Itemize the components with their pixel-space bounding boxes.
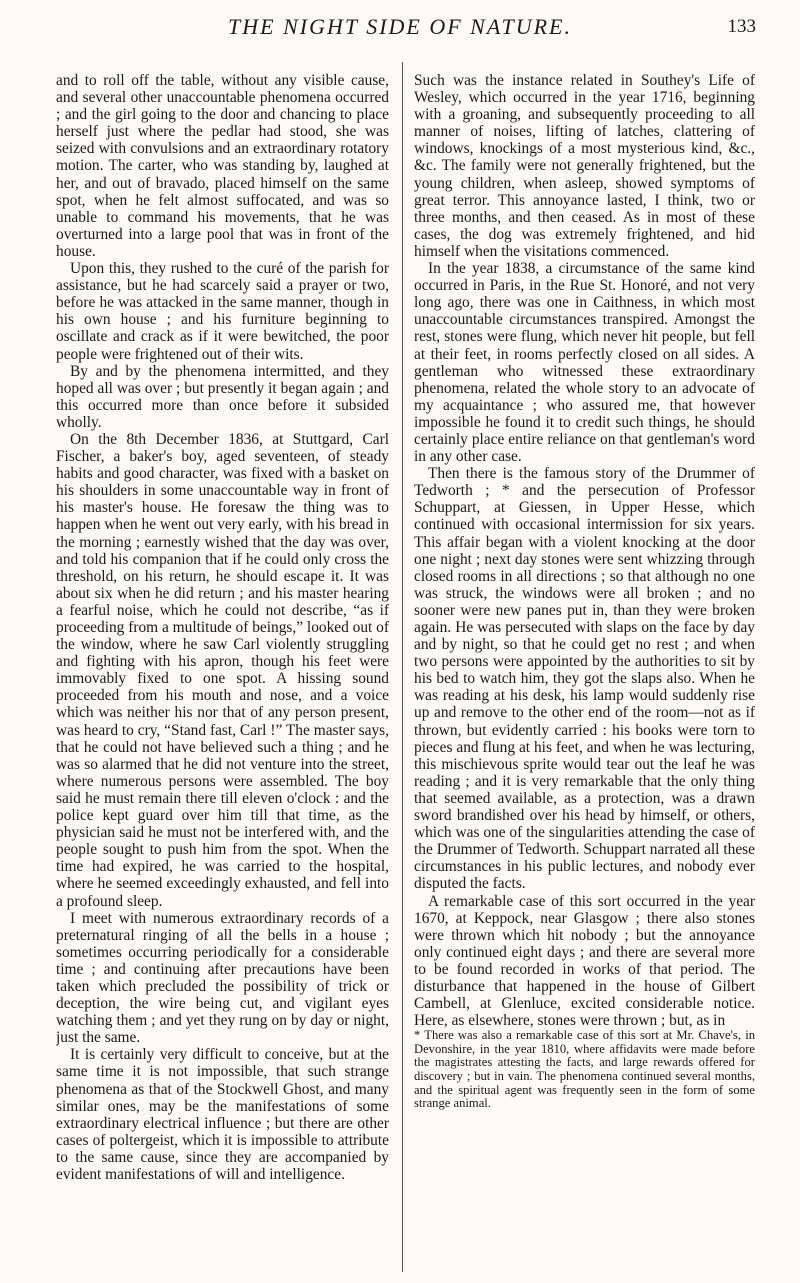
paragraph: and to roll off the table, without any visible cause, and several other unaccountable phenomena occurred ; and the girl going to the door and chancing to place herself just where the pedlar had stood, she was seized with convulsions and an extraordinary rotatory motion. The carter, who was standing by, laughed at her, and out of bravado, placed himself on the same spot, when he felt almost suffocated, and was so unable to command his movements, that he was overturned into a large pool that was in front of the house.: [56, 72, 389, 260]
column-divider: [402, 62, 403, 1272]
paragraph: A remarkable case of this sort occurred in the year 1670, at Keppock, near Glasgow ; there also stones were thrown which hit nobody ; but the annoyance only continued eight days ; and there are several more to be found recorded in works of that period. The disturbance that happened in the house of Gilbert Cambell, at Glenluce, excited considerable notice. Here, as elsewhere, stones were thrown ; but, as in: [414, 892, 755, 1030]
paragraph: It is certainly very difficult to conceive, but at the same time it is not impossible, that such strange phenomena as that of the Stockwell Ghost, and many similar ones, may be the manifestations of some extraordinary electrical influence ; but there are other cases of poltergeist, which it is impossible to attribute to the same cause, since they are accompanied by evident manifestations of will and intelligence.: [56, 1046, 389, 1183]
paragraph: By and by the phenomena intermitted, and they hoped all was over ; but presently it began again ; and this occurred more than once before it subsided wholly.: [56, 362, 389, 431]
right-column: [414, 72, 755, 1267]
paragraph: On the 8th December 1836, at Stuttgard, Carl Fischer, a baker's boy, aged seventeen, of steady habits and good character, was fixed with a basket on his shoulders in some unaccountable way in front of his master's house. He foresaw the thing was to happen when he went out very early, with his bread in the morning ; earnestly wished that the day was over, and told his companion that if he could only cross the threshold, on his return, he should escape it. It was about six when he did return ; and his master hearing a fearful noise, which he could not describe, “as if proceeding from a multitude of beings,” looked out of the window, where he saw Carl violently struggling and fighting with his apron, though his feet were immovably fixed to one spot. A hissing sound proceeded from his mouth and nose, and a voice which was neither his nor that of any person present, was heard to cry, “Stand fast, Carl !” The master says, that he could not have believed such a thing ; and he was so alarmed that he did not venture into the street, where numerous persons were assembled. The boy said he must remain there till eleven o'clock : and the police kept guard over him till that time, as the physician said he must not be interfered with, and the people sought to push him from the spot. When the time had expired, he was carried to the hospital, where he seemed exceedingly exhausted, and fell into a profound sleep.: [56, 430, 389, 910]
left-column: [56, 72, 389, 1267]
paragraph: Upon this, they rushed to the curé of the parish for assistance, but he had scarcely said a prayer or two, before he was attacked in the same manner, though in his own house ; and his furniture beginning to oscillate and crack as if it were bewitched, the poor people were frightened out of their wits.: [56, 260, 389, 363]
paragraph: Such was the instance related in Southey's Life of Wesley, which occurred in the year 1716, beginning with a groaning, and subsequently proceeding to all manner of noises, lifting of latches, clattering of windows, knockings of a most mysterious kind, &c., &c. The family were not generally frightened, but the young children, when asleep, showed symptoms of great terror. This annoyance lasted, I think, two or three months, and then ceased. As in most of these cases, the dog was extremely frightened, and hid himself when the visitations commenced.: [414, 72, 755, 260]
page-header: [0, 14, 800, 48]
footnote: * There was also a remarkable case of this sort at Mr. Chave's, in Devonshire, in the year 1810, where affidavits were made before the magistrates attesting the facts, and large rewards offered for discovery ; but in vain. The phenomena continued several months, and the spiritual agent was frequently seen in the form of some strange animal.: [414, 1028, 755, 1111]
page-number: 133: [727, 16, 756, 37]
paragraph: I meet with numerous extraordinary records of a preternatural ringing of all the bells in a house ; sometimes occurring periodically for a considerable time ; and continuing after precautions have been taken which precluded the possibility of trick or deception, the wire being cut, and vigilant eyes watching them ; and yet they rung on by day or night, just the same.: [56, 909, 389, 1047]
paragraph: Then there is the famous story of the Drummer of Tedworth ; * and the persecution of Professor Schuppart, at Giessen, in Upper Hesse, which continued with occasional intermission for six years. This affair began with a violent knocking at the door one night ; next day stones were sent whizzing through closed rooms in all directions ; so that although no one was struck, the windows were all broken ; and no sooner were new panes put in, than they were broken again. He was persecuted with slaps on the face by day and by night, so that he could get no rest ; and when two persons were appointed by the authorities to sit by his bed to watch him, they got the slaps also. When he was reading at his desk, his lamp would suddenly rise up and remove to the other end of the room—not as if thrown, but evidently carried : his books were torn to pieces and flung at his feet, and when he was lecturing, this mischievous sprite would tear out the leaf he was reading ; and it is very remarkable that the only thing that seemed available, as a protection, was a drawn sword brandished over his head by himself, or others, which was one of the singularities attending the case of the Drummer of Tedworth. Schuppart narrated all these circumstances in his public lectures, and nobody ever disputed the facts.: [414, 465, 755, 893]
running-title: THE NIGHT SIDE OF NATURE.: [228, 14, 572, 39]
paragraph: In the year 1838, a circumstance of the same kind occurred in Paris, in the Rue St. Honoré, and not very long ago, there was one in Caithness, in which most unaccountable circumstances transpired. Amongst the rest, stones were flung, which never hit people, but fell at their feet, in rooms perfectly closed on all sides. A gentleman who witnessed these extraordinary phenomena, related the whole story to an advocate of my acquaintance ; who assured me, that however impossible he found it to credit such things, he should certainly place entire reliance on that gentleman's word in any other case.: [414, 260, 755, 466]
